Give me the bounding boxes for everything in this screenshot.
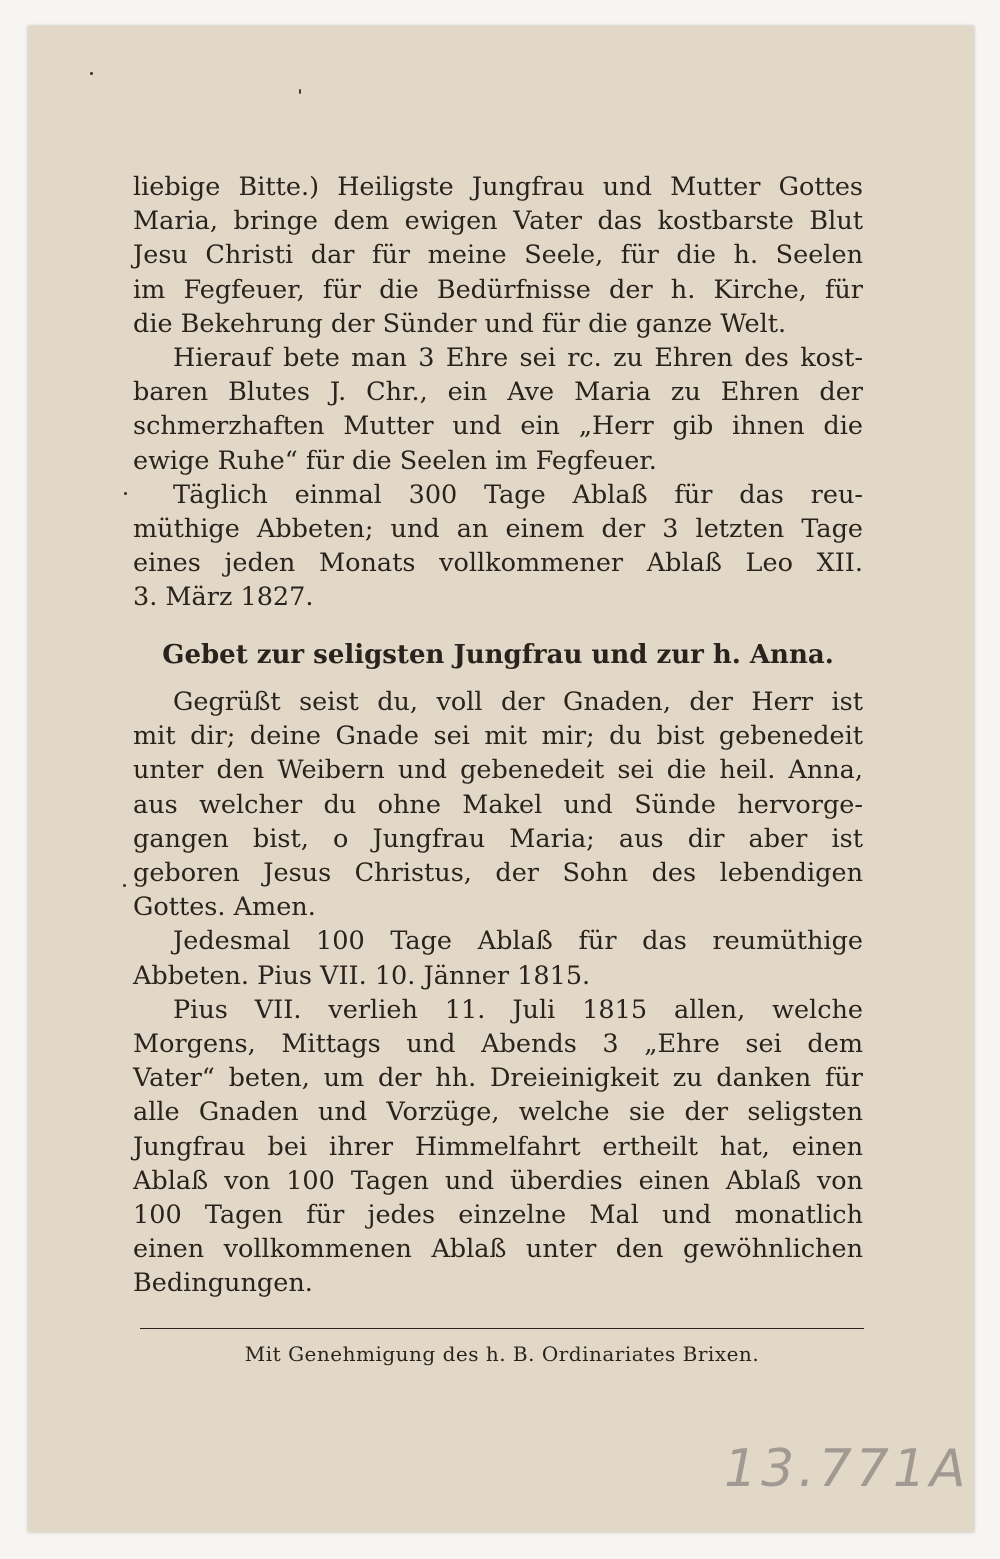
text-line: liebige Bitte.) Heiligste Jungfrau und Mutter Gottes bbox=[133, 172, 863, 202]
text-line: gangen bist, o Jungfrau Maria; aus dir aber ist bbox=[133, 823, 863, 854]
text-line: ewige Ruhe“ für die Seelen im Fegfeuer. bbox=[133, 445, 657, 476]
text-line: Bedingungen. bbox=[133, 1268, 313, 1299]
handwritten-inventory-number bbox=[718, 1430, 970, 1500]
text-line: die Bekehrung der Sünder und für die ganze Welt. bbox=[133, 308, 787, 339]
text-line: unter den Weibern und gebenedeit sei die heil. Anna, bbox=[133, 755, 863, 786]
text-line: Ablaß von 100 Tagen und überdies einen Ablaß von bbox=[133, 1165, 863, 1196]
text-line: Gegrüßt seist du, voll der Gnaden, der Herr ist bbox=[173, 687, 863, 717]
text-line: Täglich einmal 300 Tage Ablaß für das reu- bbox=[173, 479, 863, 510]
text-line: Vater“ beten, um der hh. Dreieinigkeit zu danken für bbox=[133, 1063, 863, 1094]
text-line: Gottes. Amen. bbox=[133, 892, 316, 923]
text-line: Jesu Christi dar für meine Seele, für die h. Seelen bbox=[133, 240, 863, 271]
text-line: Jungfrau bei ihrer Himmelfahrt ertheilt hat, einen bbox=[133, 1131, 863, 1162]
paper-speck bbox=[90, 72, 93, 75]
text-line: 3. März 1827. bbox=[133, 582, 314, 613]
paper-speck bbox=[299, 89, 301, 94]
text-line: Jedesmal 100 Tage Ablaß für das reumüthige bbox=[173, 926, 863, 957]
text-line: Abbeten. Pius VII. 10. Jänner 1815. bbox=[133, 960, 591, 991]
text-line: alle Gnaden und Vorzüge, welche sie der seligsten bbox=[133, 1097, 863, 1128]
text-line: Pius VII. verlieh 11. Juli 1815 allen, welche bbox=[173, 994, 863, 1025]
text-line: schmerzhaften Mutter und ein „Herr gib ihnen die bbox=[133, 411, 863, 442]
text-line: Hierauf bete man 3 Ehre sei rc. zu Ehren des kost- bbox=[173, 343, 863, 374]
footer-divider bbox=[140, 1328, 864, 1329]
text-line: im Fegfeuer, für die Bedürfnisse der h. Kirche, für bbox=[133, 274, 863, 305]
text-line: müthige Abbeten; und an einem der 3 letzten Tage bbox=[133, 514, 863, 545]
text-line: geboren Jesus Christus, der Sohn des lebendigen bbox=[133, 858, 863, 889]
section-heading: Gebet zur seligsten Jungfrau und zur h. Anna. bbox=[162, 640, 834, 670]
text-line: baren Blutes J. Chr., ein Ave Maria zu Ehren der bbox=[133, 377, 863, 408]
text-line: eines jeden Monats vollkommener Ablaß Leo XII. bbox=[133, 548, 863, 579]
footer-imprimatur: Mit Genehmigung des h. B. Ordinariates Brixen. bbox=[244, 1342, 760, 1366]
text-line: mit dir; deine Gnade sei mit mir; du bist gebenedeit bbox=[133, 721, 863, 752]
text-line: aus welcher du ohne Makel und Sünde hervorge- bbox=[133, 789, 863, 820]
text-line: einen vollkommenen Ablaß unter den gewöhnlichen bbox=[133, 1234, 863, 1265]
paper-speck bbox=[123, 884, 126, 887]
svg-text:13.771A: 13.771A bbox=[724, 1439, 970, 1499]
prayer-text bbox=[133, 685, 863, 1301]
text-line: Morgens, Mittags und Abends 3 „Ehre sei dem bbox=[133, 1029, 863, 1060]
text-line: 100 Tagen für jedes einzelne Mal und monatlich bbox=[133, 1200, 863, 1231]
main-text bbox=[133, 170, 863, 615]
text-line: Maria, bringe dem ewigen Vater das kostbarste Blut bbox=[133, 206, 863, 237]
paper-speck bbox=[124, 492, 127, 495]
